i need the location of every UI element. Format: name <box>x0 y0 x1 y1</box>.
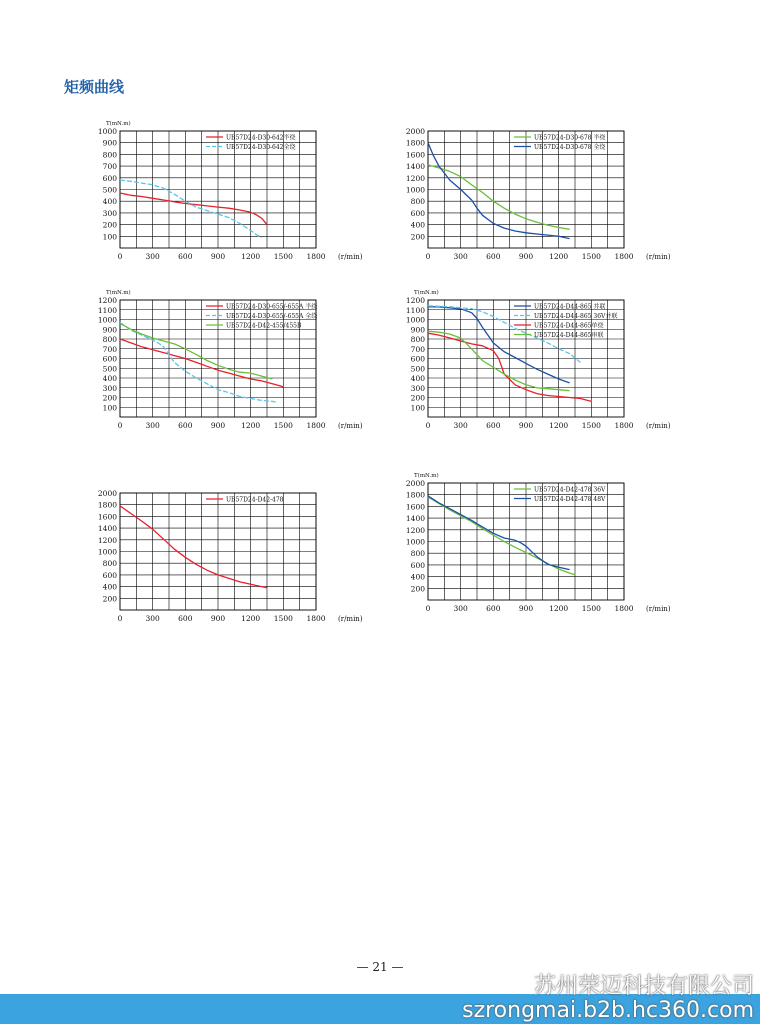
legend-label: UB57D24-D30-642全绕 <box>226 144 296 151</box>
series-line <box>120 193 267 225</box>
y-tick-label: 600 <box>410 354 425 364</box>
torque-chart-d42-478-voltage <box>400 466 670 626</box>
y-tick-label: 1600 <box>405 502 425 512</box>
legend-label: UB57D24-D42-478 <box>226 496 284 504</box>
chart-svg <box>400 283 670 443</box>
y-tick-label: 1000 <box>97 315 117 325</box>
y-tick-label: 1800 <box>405 138 425 148</box>
x-axis-label: (r/min) <box>338 615 363 623</box>
series-line <box>120 323 272 379</box>
y-tick-label: 800 <box>410 335 425 344</box>
chart-svg <box>92 476 362 636</box>
y-tick-label: 600 <box>102 570 117 580</box>
y-tick-label: 1200 <box>405 296 425 305</box>
y-tick-label: 300 <box>410 383 425 393</box>
y-tick-label: 200 <box>410 584 425 594</box>
x-tick-label: 1500 <box>581 421 601 430</box>
y-tick-label: 700 <box>102 344 117 354</box>
x-tick-label: 1500 <box>581 604 601 613</box>
x-tick-label: 1800 <box>614 421 634 430</box>
legend-label: UB57D24-D44-865串联 <box>534 332 604 339</box>
y-tick-label: 300 <box>102 383 117 393</box>
x-tick-label: 1200 <box>549 604 569 613</box>
x-tick-label: 1800 <box>614 252 634 261</box>
y-axis-label: T(mN.m) <box>414 473 439 479</box>
y-tick-label: 1800 <box>405 490 425 500</box>
y-tick-label: 1200 <box>405 173 425 183</box>
x-tick-label: 600 <box>486 421 501 430</box>
x-tick-label: 1500 <box>273 421 293 430</box>
y-tick-label: 2000 <box>405 127 425 136</box>
y-tick-label: 100 <box>410 403 425 413</box>
y-tick-label: 1400 <box>405 162 425 172</box>
y-tick-label: 1600 <box>405 150 425 160</box>
x-tick-label: 300 <box>453 421 468 430</box>
x-axis-label: (r/min) <box>338 253 363 261</box>
x-tick-label: 900 <box>518 604 534 613</box>
legend-label: UB57D24-D42-455/455B <box>226 322 302 330</box>
y-tick-label: 700 <box>410 344 425 354</box>
y-tick-label: 200 <box>410 393 425 403</box>
x-tick-label: 300 <box>145 252 160 261</box>
y-tick-label: 600 <box>410 208 425 218</box>
y-tick-label: 900 <box>102 325 117 335</box>
x-tick-label: 1200 <box>241 614 261 623</box>
y-tick-label: 700 <box>102 162 117 172</box>
y-tick-label: 500 <box>410 364 425 374</box>
y-tick-label: 500 <box>102 364 117 374</box>
x-tick-label: 0 <box>425 252 431 261</box>
watermark-site: szrongmai.b2b.hc360.com <box>462 998 754 1023</box>
series-line <box>428 331 570 391</box>
torque-chart-865 <box>400 283 670 443</box>
legend-label: UB57D24-D30-655/-655A 半绕 <box>226 303 318 311</box>
y-tick-label: 400 <box>410 374 425 383</box>
y-tick-label: 2000 <box>405 479 425 488</box>
x-tick-label: 1500 <box>581 252 601 261</box>
chart-svg <box>400 114 670 274</box>
y-tick-label: 200 <box>410 232 425 242</box>
x-tick-label: 900 <box>210 252 226 261</box>
x-tick-label: 1800 <box>306 614 326 623</box>
y-tick-label: 400 <box>102 582 117 592</box>
y-axis-label: T(mN.m) <box>106 121 131 127</box>
torque-chart-d42-478 <box>92 476 362 636</box>
y-axis-label: T(mN.m) <box>106 290 131 296</box>
chart-svg <box>92 283 362 443</box>
x-tick-label: 1800 <box>614 604 634 613</box>
torque-chart-642 <box>92 114 362 274</box>
x-tick-label: 900 <box>210 614 226 623</box>
y-tick-label: 400 <box>102 374 117 383</box>
x-tick-label: 1500 <box>273 614 293 623</box>
x-tick-label: 600 <box>178 421 193 430</box>
page-number: — 21 — <box>356 960 404 974</box>
x-tick-label: 600 <box>178 252 193 261</box>
y-tick-label: 400 <box>410 220 425 230</box>
y-tick-label: 500 <box>102 185 117 195</box>
x-tick-label: 1500 <box>273 252 293 261</box>
series-line <box>120 506 267 588</box>
torque-chart-655 <box>92 283 362 443</box>
y-tick-label: 1000 <box>405 315 425 325</box>
y-tick-label: 400 <box>102 197 117 207</box>
x-axis-label: (r/min) <box>338 422 363 430</box>
watermark <box>462 975 754 1023</box>
legend-label: UB57D24-D30-642半绕 <box>226 134 296 142</box>
y-tick-label: 600 <box>102 173 117 183</box>
x-tick-label: 300 <box>453 252 468 261</box>
y-tick-label: 800 <box>410 197 425 207</box>
x-tick-label: 0 <box>117 421 123 430</box>
x-tick-label: 0 <box>117 252 123 261</box>
x-tick-label: 0 <box>117 614 123 623</box>
x-tick-label: 1200 <box>549 252 569 261</box>
x-tick-label: 0 <box>425 421 431 430</box>
x-tick-label: 900 <box>518 252 534 261</box>
series-line <box>120 180 262 237</box>
x-tick-label: 1200 <box>549 421 569 430</box>
y-tick-label: 800 <box>102 335 117 344</box>
y-tick-label: 100 <box>102 232 117 242</box>
y-tick-label: 1400 <box>97 524 117 534</box>
chart-svg <box>92 114 362 274</box>
legend-label: UB57D24-D30-678 半绕 <box>534 134 606 142</box>
y-tick-label: 1800 <box>97 500 117 510</box>
x-tick-label: 1200 <box>241 421 261 430</box>
y-tick-label: 1200 <box>97 535 117 545</box>
y-tick-label: 1600 <box>97 512 117 522</box>
y-tick-label: 1200 <box>405 525 425 535</box>
page-heading: 矩频曲线 <box>64 78 125 96</box>
y-tick-label: 900 <box>102 138 117 148</box>
y-tick-label: 1000 <box>405 185 425 195</box>
y-tick-label: 1000 <box>97 547 117 557</box>
x-tick-label: 600 <box>486 252 501 261</box>
legend-label: UB57D24-D42-478 36V <box>534 486 606 494</box>
y-tick-label: 800 <box>410 549 425 559</box>
y-tick-label: 200 <box>102 393 117 403</box>
chart-svg <box>400 466 670 626</box>
legend-label: UB57D24-D44-865单绕 <box>534 322 604 330</box>
y-tick-label: 900 <box>410 325 425 335</box>
y-axis-label: T(mN.m) <box>414 290 439 296</box>
x-tick-label: 0 <box>425 604 431 613</box>
legend-label: UB57D24-D44-865 并联 <box>534 303 606 311</box>
legend-label: UB57D24-D42-478 48V <box>534 496 606 503</box>
y-tick-label: 1100 <box>405 305 425 315</box>
x-axis-label: (r/min) <box>646 253 671 261</box>
y-tick-label: 100 <box>102 403 117 413</box>
y-tick-label: 600 <box>410 560 425 570</box>
y-tick-label: 1000 <box>97 127 117 136</box>
legend-label: UB57D24-D30-655/-655A 全绕 <box>226 313 318 320</box>
y-tick-label: 1400 <box>405 514 425 524</box>
y-tick-label: 1000 <box>405 537 425 547</box>
x-tick-label: 900 <box>518 421 534 430</box>
y-tick-label: 600 <box>102 354 117 364</box>
x-tick-label: 300 <box>145 421 160 430</box>
series-line <box>428 165 570 229</box>
x-tick-label: 300 <box>145 614 160 623</box>
x-tick-label: 1800 <box>306 421 326 430</box>
series-line <box>428 496 570 570</box>
x-tick-label: 1200 <box>241 252 261 261</box>
x-axis-label: (r/min) <box>646 605 671 613</box>
watermark-company: 苏州荣迈科技有限公司 <box>533 974 754 999</box>
y-tick-label: 200 <box>102 220 117 230</box>
y-tick-label: 300 <box>102 208 117 218</box>
y-tick-label: 200 <box>102 594 117 604</box>
y-tick-label: 400 <box>410 572 425 582</box>
x-tick-label: 300 <box>453 604 468 613</box>
torque-chart-678 <box>400 114 670 274</box>
y-tick-label: 800 <box>102 559 117 569</box>
y-tick-label: 1100 <box>97 305 117 315</box>
y-tick-label: 800 <box>102 150 117 160</box>
x-tick-label: 1800 <box>306 252 326 261</box>
x-tick-label: 600 <box>178 614 193 623</box>
y-tick-label: 1200 <box>97 296 117 305</box>
series-line <box>428 143 570 239</box>
legend-label: UB57D24-D30-678 全绕 <box>534 144 606 151</box>
x-axis-label: (r/min) <box>646 422 671 430</box>
x-tick-label: 900 <box>210 421 226 430</box>
y-tick-label: 2000 <box>97 489 117 498</box>
x-tick-label: 600 <box>486 604 501 613</box>
legend-label: UB57D24-D44-865 36V并联 <box>534 313 618 320</box>
